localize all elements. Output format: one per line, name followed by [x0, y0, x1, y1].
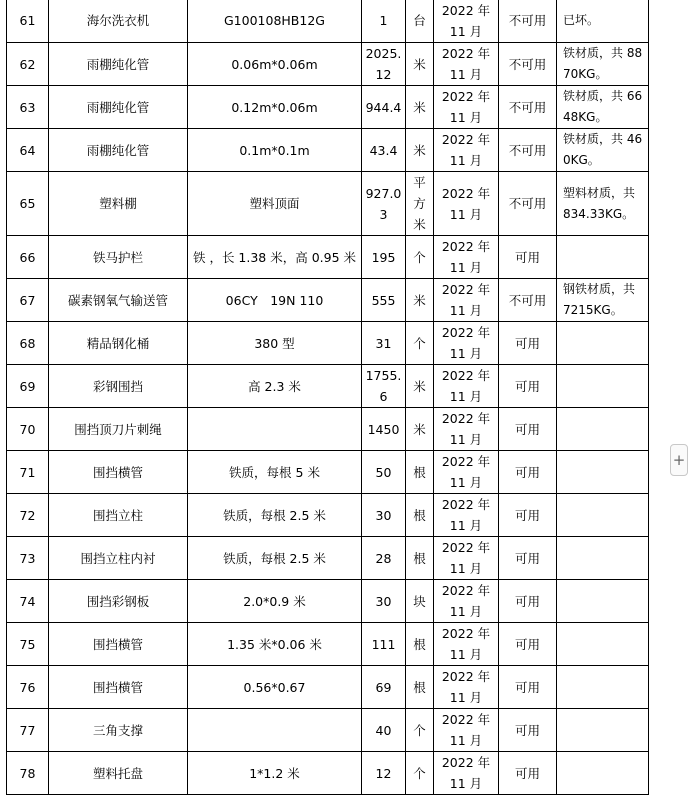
item-name: 雨棚纯化管	[49, 43, 188, 86]
item-date: 2022 年 11 月	[434, 322, 499, 365]
item-spec: 06CY 19N 110	[188, 279, 362, 322]
item-unit: 米	[406, 279, 434, 322]
table-row	[7, 172, 649, 236]
row-number: 77	[7, 709, 49, 752]
table-row	[7, 129, 649, 172]
item-date: 2022 年 11 月	[434, 623, 499, 666]
item-status: 不可用	[499, 129, 557, 172]
item-date: 2022 年 11 月	[434, 451, 499, 494]
item-unit: 根	[406, 666, 434, 709]
item-name: 雨棚纯化管	[49, 129, 188, 172]
item-unit: 米	[406, 408, 434, 451]
item-spec: 2.0*0.9 米	[188, 580, 362, 623]
row-number: 72	[7, 494, 49, 537]
item-name: 塑料棚	[49, 172, 188, 236]
item-spec: 铁 ，长 1.38 米，高 0.95 米	[188, 236, 362, 279]
item-status: 可用	[499, 494, 557, 537]
item-status: 可用	[499, 709, 557, 752]
item-unit: 根	[406, 623, 434, 666]
item-name: 碳素钢氧气输送管	[49, 279, 188, 322]
item-date: 2022 年 11 月	[434, 494, 499, 537]
row-number: 65	[7, 172, 49, 236]
row-number: 62	[7, 43, 49, 86]
item-date: 2022 年 11 月	[434, 236, 499, 279]
item-spec	[188, 709, 362, 752]
item-unit: 根	[406, 451, 434, 494]
item-date: 2022 年 11 月	[434, 86, 499, 129]
item-status: 可用	[499, 236, 557, 279]
row-number: 67	[7, 279, 49, 322]
item-spec: 0.06m*0.06m	[188, 43, 362, 86]
row-number: 61	[7, 0, 49, 43]
item-date: 2022 年 11 月	[434, 0, 499, 43]
item-note: 塑料材质，共 834.33KG。	[557, 172, 649, 236]
row-number: 71	[7, 451, 49, 494]
item-quantity: 40	[362, 709, 406, 752]
row-number: 70	[7, 408, 49, 451]
table-row	[7, 709, 649, 752]
item-status: 可用	[499, 666, 557, 709]
row-number: 69	[7, 365, 49, 408]
item-name: 围挡横管	[49, 623, 188, 666]
item-unit: 块	[406, 580, 434, 623]
item-status: 可用	[499, 537, 557, 580]
item-note	[557, 623, 649, 666]
item-note	[557, 365, 649, 408]
item-name: 围挡横管	[49, 666, 188, 709]
item-spec: 0.56*0.67	[188, 666, 362, 709]
item-spec: 铁质，每根 2.5 米	[188, 494, 362, 537]
item-unit: 个	[406, 322, 434, 365]
item-note: 已坏。	[557, 0, 649, 43]
row-number: 63	[7, 86, 49, 129]
item-status: 不可用	[499, 172, 557, 236]
row-number: 75	[7, 623, 49, 666]
item-quantity: 43.4	[362, 129, 406, 172]
item-note	[557, 580, 649, 623]
item-date: 2022 年 11 月	[434, 279, 499, 322]
item-status: 不可用	[499, 0, 557, 43]
item-unit: 根	[406, 537, 434, 580]
item-note	[557, 709, 649, 752]
asset-table	[6, 0, 649, 795]
item-date: 2022 年 11 月	[434, 43, 499, 86]
item-date: 2022 年 11 月	[434, 172, 499, 236]
table-row	[7, 623, 649, 666]
item-quantity: 30	[362, 494, 406, 537]
item-note	[557, 494, 649, 537]
item-spec: 0.1m*0.1m	[188, 129, 362, 172]
item-status: 可用	[499, 322, 557, 365]
item-quantity: 195	[362, 236, 406, 279]
row-number: 64	[7, 129, 49, 172]
item-status: 可用	[499, 408, 557, 451]
item-name: 铁马护栏	[49, 236, 188, 279]
item-unit: 个	[406, 752, 434, 795]
item-note	[557, 322, 649, 365]
table-row	[7, 43, 649, 86]
item-spec: 1*1.2 米	[188, 752, 362, 795]
item-unit: 个	[406, 709, 434, 752]
item-quantity: 2025.12	[362, 43, 406, 86]
item-note	[557, 666, 649, 709]
item-name: 海尔洗衣机	[49, 0, 188, 43]
item-note	[557, 451, 649, 494]
item-quantity: 31	[362, 322, 406, 365]
table-row	[7, 408, 649, 451]
item-spec: 1.35 米*0.06 米	[188, 623, 362, 666]
item-date: 2022 年 11 月	[434, 408, 499, 451]
item-unit: 米	[406, 365, 434, 408]
item-quantity: 1	[362, 0, 406, 43]
table-row	[7, 537, 649, 580]
row-number: 78	[7, 752, 49, 795]
row-number: 66	[7, 236, 49, 279]
item-note	[557, 236, 649, 279]
table-row	[7, 236, 649, 279]
item-spec: 高 2.3 米	[188, 365, 362, 408]
item-name: 围挡立柱	[49, 494, 188, 537]
item-status: 不可用	[499, 43, 557, 86]
item-unit: 米	[406, 129, 434, 172]
item-name: 围挡横管	[49, 451, 188, 494]
item-name: 彩钢围挡	[49, 365, 188, 408]
table-row	[7, 365, 649, 408]
item-name: 围挡顶刀片刺绳	[49, 408, 188, 451]
item-status: 不可用	[499, 86, 557, 129]
item-name: 三角支撑	[49, 709, 188, 752]
item-quantity: 555	[362, 279, 406, 322]
table-row	[7, 752, 649, 795]
item-note: 铁材质，共 8870KG。	[557, 43, 649, 86]
item-spec: 0.12m*0.06m	[188, 86, 362, 129]
item-date: 2022 年 11 月	[434, 666, 499, 709]
item-name: 围挡立柱内衬	[49, 537, 188, 580]
item-name: 塑料托盘	[49, 752, 188, 795]
row-number: 68	[7, 322, 49, 365]
item-spec: G100108HB12G	[188, 0, 362, 43]
item-unit: 米	[406, 43, 434, 86]
item-unit: 台	[406, 0, 434, 43]
table-row	[7, 279, 649, 322]
item-quantity: 944.4	[362, 86, 406, 129]
item-spec: 铁质，每根 5 米	[188, 451, 362, 494]
item-note: 钢铁材质，共 7215KG。	[557, 279, 649, 322]
item-note	[557, 752, 649, 795]
item-unit: 根	[406, 494, 434, 537]
item-note	[557, 408, 649, 451]
item-date: 2022 年 11 月	[434, 709, 499, 752]
item-spec: 铁质，每根 2.5 米	[188, 537, 362, 580]
item-quantity: 30	[362, 580, 406, 623]
item-unit: 平方米	[406, 172, 434, 236]
item-status: 不可用	[499, 279, 557, 322]
table-row	[7, 494, 649, 537]
item-date: 2022 年 11 月	[434, 129, 499, 172]
table-row	[7, 451, 649, 494]
item-name: 围挡彩钢板	[49, 580, 188, 623]
item-status: 可用	[499, 365, 557, 408]
item-status: 可用	[499, 451, 557, 494]
row-number: 76	[7, 666, 49, 709]
item-quantity: 111	[362, 623, 406, 666]
item-date: 2022 年 11 月	[434, 752, 499, 795]
item-quantity: 927.03	[362, 172, 406, 236]
table-body	[7, 0, 649, 795]
item-spec	[188, 408, 362, 451]
item-date: 2022 年 11 月	[434, 365, 499, 408]
item-quantity: 1755.6	[362, 365, 406, 408]
item-quantity: 69	[362, 666, 406, 709]
item-name: 雨棚纯化管	[49, 86, 188, 129]
row-number: 74	[7, 580, 49, 623]
table-row	[7, 666, 649, 709]
item-quantity: 28	[362, 537, 406, 580]
table-row	[7, 580, 649, 623]
row-number: 73	[7, 537, 49, 580]
item-quantity: 1450	[362, 408, 406, 451]
item-spec: 塑料顶面	[188, 172, 362, 236]
plus-icon[interactable]: +	[670, 444, 688, 476]
table-row	[7, 0, 649, 43]
item-name: 精品钢化桶	[49, 322, 188, 365]
item-quantity: 12	[362, 752, 406, 795]
item-note: 铁材质，共 460KG。	[557, 129, 649, 172]
item-note: 铁材质，共 6648KG。	[557, 86, 649, 129]
item-spec: 380 型	[188, 322, 362, 365]
item-unit: 米	[406, 86, 434, 129]
table-row	[7, 322, 649, 365]
item-status: 可用	[499, 580, 557, 623]
item-date: 2022 年 11 月	[434, 537, 499, 580]
item-status: 可用	[499, 623, 557, 666]
item-note	[557, 537, 649, 580]
item-date: 2022 年 11 月	[434, 580, 499, 623]
item-unit: 个	[406, 236, 434, 279]
item-quantity: 50	[362, 451, 406, 494]
item-status: 可用	[499, 752, 557, 795]
table-row	[7, 86, 649, 129]
